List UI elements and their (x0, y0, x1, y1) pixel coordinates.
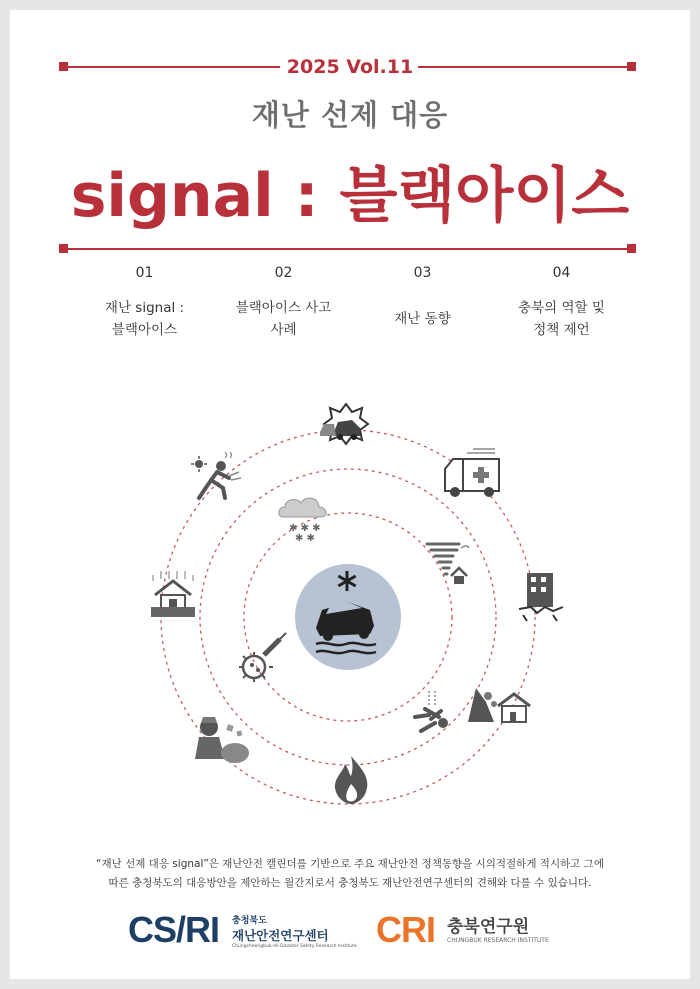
fall-accident-icon (415, 691, 448, 731)
cover-page (10, 10, 690, 979)
top-rule-right (418, 66, 632, 68)
csri-org-name: 충청북도 재난안전연구센터 Chungcheongbuk-do Disaster Safety Research Institute (232, 916, 357, 949)
black-ice-car-icon (295, 564, 401, 670)
toc-number: 04 (552, 265, 571, 281)
description-line: 따른 충청북도의 대응방안을 제안하는 월간지로서 충청북도 재난안전연구센터의 견해와 다를 수 있습니다. (108, 877, 592, 889)
toc-title: 충북의 역할 및 정책 제언 (518, 300, 605, 338)
building-collapse-icon (195, 717, 249, 763)
publisher-logos (10, 907, 690, 957)
table-of-contents (75, 262, 631, 341)
subtitle: 재난 선제 대응 (251, 98, 449, 132)
toc-item[interactable] (75, 262, 214, 341)
issue-label: 2025 Vol.11 (286, 56, 414, 78)
publication-description (50, 855, 650, 893)
toc-number: 01 (135, 265, 154, 281)
csri-logo: CS/RI (128, 909, 220, 950)
snow-cloud-icon (279, 498, 326, 544)
bottom-rule (66, 248, 632, 250)
main-title: signal : 블랙아이스 (70, 161, 630, 231)
heatwave-icon (191, 452, 241, 498)
car-crash-icon (320, 404, 368, 444)
toc-title: 재난 동향 (394, 311, 451, 327)
cri-org-name: 충북연구원 CHUNGBUK RESEARCH INSTITUTE (447, 917, 549, 944)
landslide-icon (468, 688, 530, 722)
flood-house-icon (151, 571, 195, 617)
toc-number: 02 (274, 265, 293, 281)
disaster-orbit-diagram (10, 390, 690, 820)
toc-title: 블랙아이스 사고 사례 (235, 300, 332, 338)
description-line: “재난 선제 대응 signal”은 재난안전 캘린더를 기반으로 주요 재난안전 정책동향을 시의적절하게 적시하고 그에 (96, 858, 604, 870)
ambulance-icon (445, 449, 499, 497)
toc-item[interactable] (492, 262, 631, 341)
toc-title: 재난 signal : 블랙아이스 (104, 300, 185, 338)
cri-logo: CRI (376, 909, 435, 950)
rule-end-square (627, 62, 636, 71)
fire-icon (335, 756, 367, 804)
earthquake-building-icon (519, 573, 563, 621)
typhoon-icon (427, 544, 469, 584)
svg-text:✱ ✱ ✱: ✱ ✱ ✱ (289, 523, 321, 534)
toc-item[interactable] (353, 262, 492, 341)
toc-number: 03 (413, 265, 432, 281)
svg-text:✱ ✱: ✱ ✱ (295, 533, 315, 544)
toc-item[interactable] (214, 262, 353, 341)
rule-end-square (627, 244, 636, 253)
